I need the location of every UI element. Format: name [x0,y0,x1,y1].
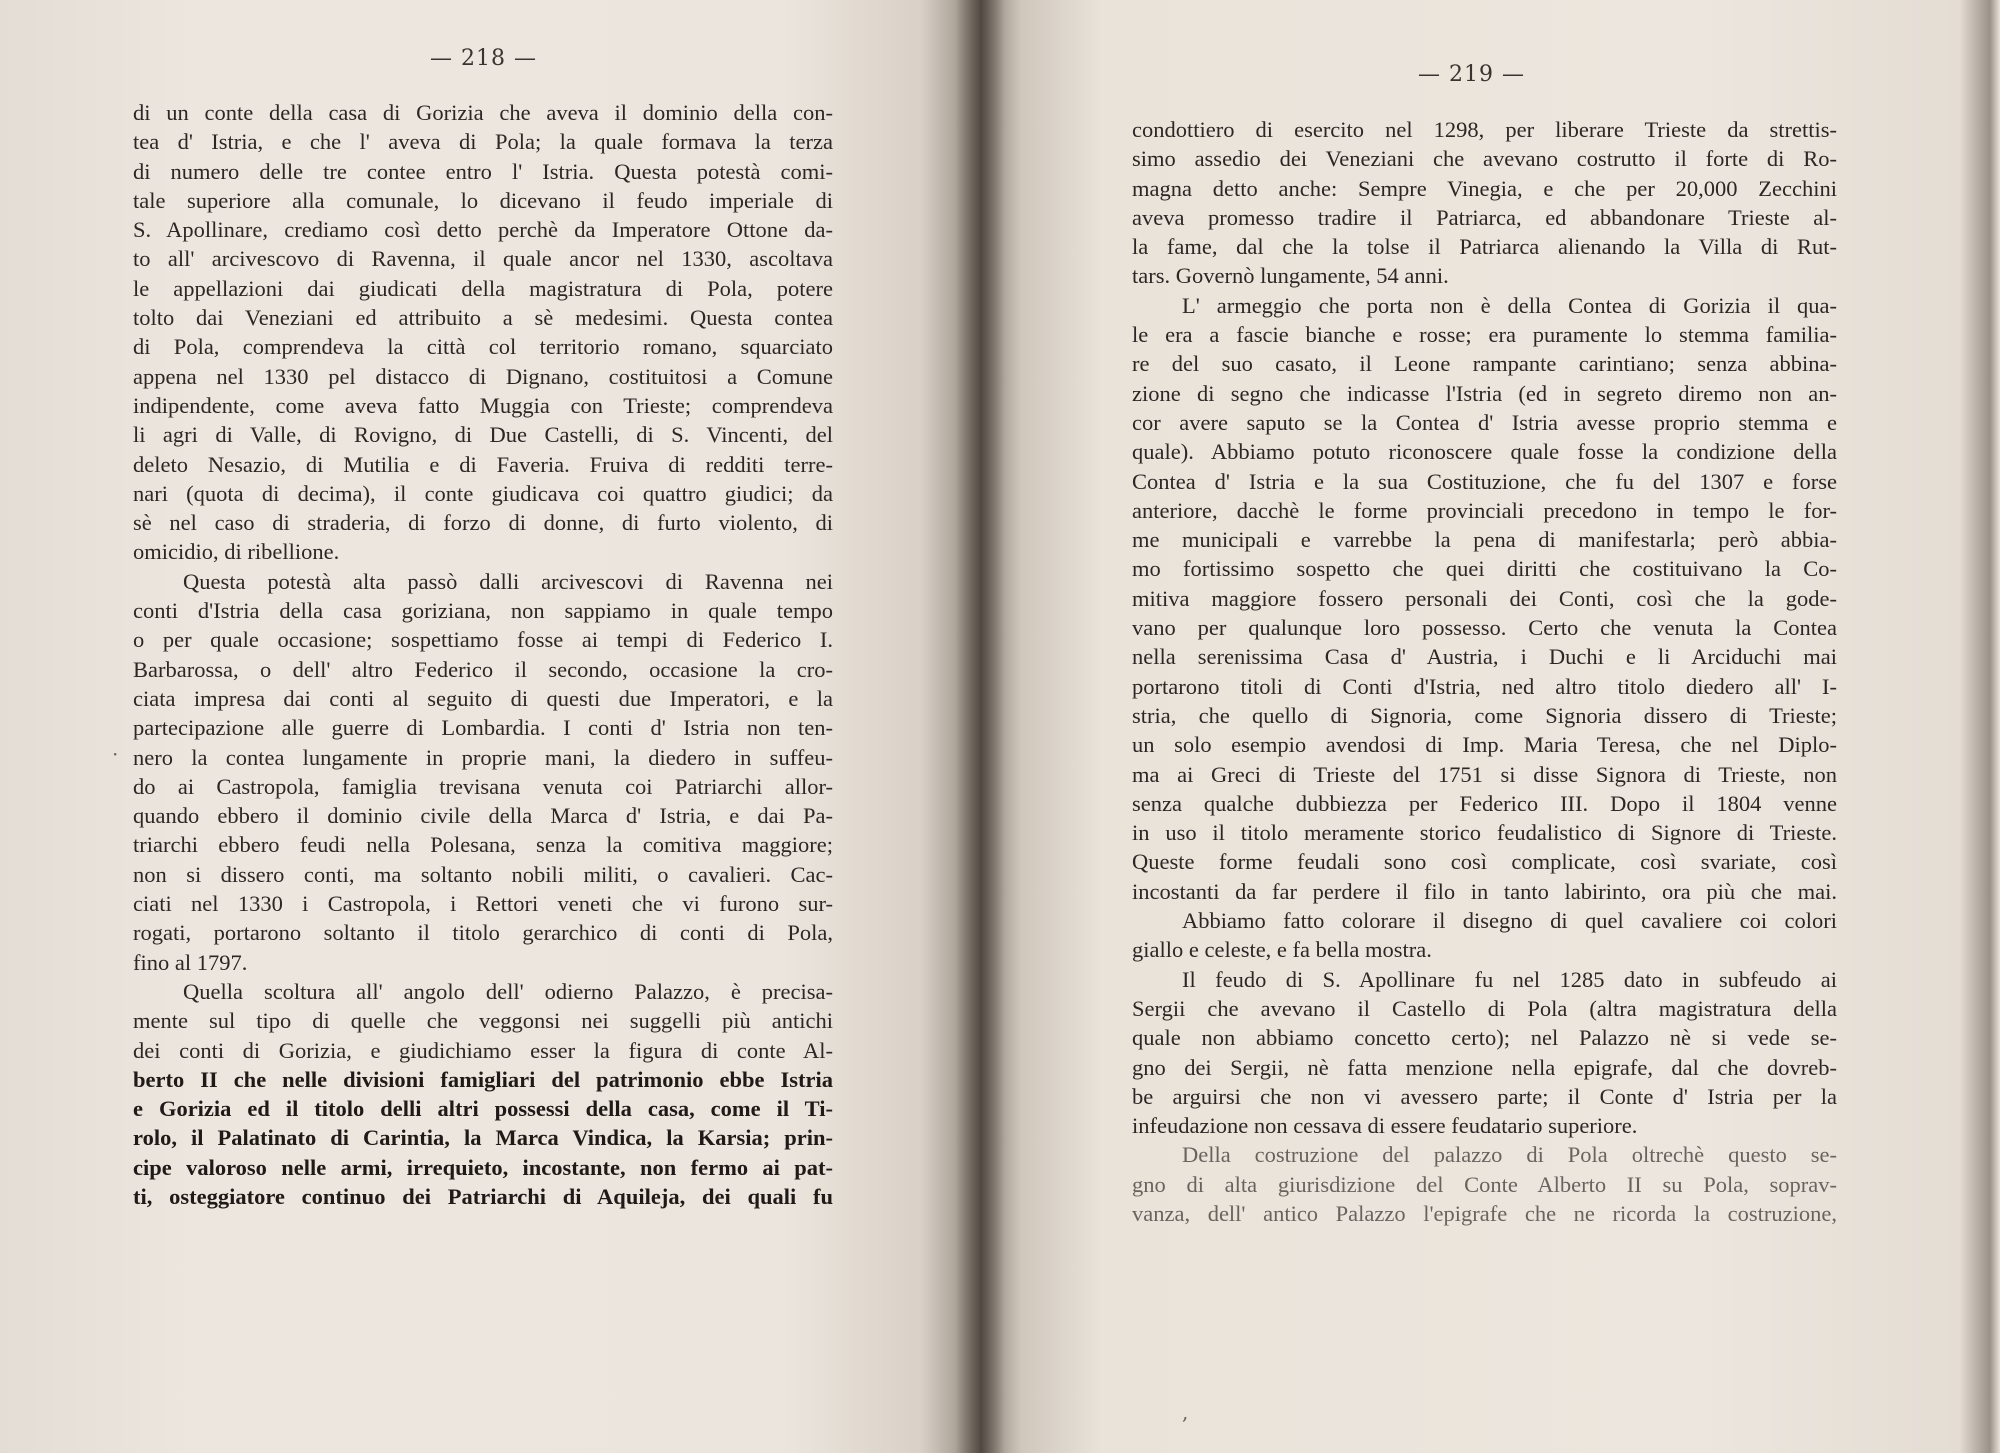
text-line: tale superiore alla comunale, lo dicevano il feudo imperiale di [133,187,833,213]
text-line: ma ai Greci di Trieste del 1751 si disse Signora di Trieste, non [1132,761,1837,787]
text-line: partecipazione alle guerre di Lombardia. I conti d' Istria non ten- [133,715,833,741]
text-line: be arguirsi che non vi avessero parte; il Conte d' Istria per la [1132,1083,1837,1109]
text-line: di Pola, comprendeva la città col territorio romano, squarciato [133,334,833,360]
text-line: berto II che nelle divisioni famigliari del patrimonio ebbe Istria [133,1066,833,1092]
text-line: Barbarossa, o dell' altro Federico il secondo, occasione la cro- [133,656,833,682]
text-line: zione di segno che indicasse l'Istria (ed in segreto diremo non an- [1132,380,1837,406]
text-line: portarono titoli di Conti d'Istria, ned altro titolo diedero all' I- [1132,673,1837,699]
text-line: nari (quota di decima), il conte giudicava coi quattro giudici; da [133,480,833,506]
text-line: le appellazioni dai giudicati della magistratura di Pola, potere [133,275,833,301]
text-line: dei conti di Gorizia, e giudichiamo esser la figura di conte Al- [133,1037,833,1063]
text-line: mente sul tipo di quelle che veggonsi nei suggelli più antichi [133,1008,833,1034]
text-line: in uso il titolo meramente storico feudalistico di Signore di Trieste. [1132,820,1837,846]
text-line: nero la contea lungamente in proprie mani, la diedero in suffeu- [133,744,833,770]
text-line: tea d' Istria, e che l' aveva di Pola; la quale formava la terza [133,129,833,155]
left-page-text [133,98,833,1211]
text-line: L' armeggio che porta non è della Contea di Gorizia il qua- [1182,292,1837,318]
text-line: Sergii che avevano il Castello di Pola (altra magistratura della [1132,995,1837,1021]
text-line: Quella scoltura all' angolo dell' odierno Palazzo, è precisa- [183,978,833,1004]
right-page-text [1132,115,1837,1228]
text-line: to all' arcivescovo di Ravenna, il quale ancor nel 1330, ascoltava [133,246,833,272]
text-line: sè nel caso di straderia, di forzo di donne, di furto violento, di [133,510,833,536]
text-line: rogati, portarono soltanto il titolo gerarchico di conti di Pola, [133,920,833,946]
text-line: stria, che quello di Signoria, come Signoria dissero di Trieste; [1132,702,1837,728]
text-line: fino al 1797. [133,949,248,975]
text-line: re del suo casato, il Leone rampante carintiano; senza abbina- [1132,351,1837,377]
text-line: indipendente, come aveva fatto Muggia con Trieste; comprendeva [133,392,833,418]
text-line: anteriore, dacchè le forme provinciali precedono in tempo le for- [1132,497,1837,523]
text-line: cipe valoroso nelle armi, irrequieto, incostante, non fermo ai pat- [133,1154,833,1180]
text-line: rolo, il Palatinato di Carintia, la Marca Vindica, la Karsia; prin- [133,1125,833,1151]
text-line: S. Apollinare, crediamo così detto perchè da Imperatore Ottone da- [133,217,833,243]
text-line: Questa potestà alta passò dalli arcivescovi di Ravenna nei [183,568,833,594]
text-line: me municipali e varrebbe la pena di manifestarla; però abbia- [1132,527,1837,553]
text-line: Abbiamo fatto colorare il disegno di quel cavaliere coi colori [1182,908,1837,934]
text-line: mo fortissimo sospetto che quei diritti che costituivano la Co- [1132,556,1837,582]
text-line: quando ebbero il dominio civile della Marca d' Istria, e dai Pa- [133,803,833,829]
text-line: vano per qualunque loro possesso. Certo che venuta la Contea [1132,615,1837,641]
text-line: simo assedio dei Veneziani che avevano costrutto il forte di Ro- [1132,146,1837,172]
text-line: do ai Castropola, famiglia trevisana venuta coi Patriarchi allor- [133,773,833,799]
right-page-number: — 219 — [1418,62,1525,87]
text-line: omicidio, di ribellione. [133,539,340,565]
text-line: Il feudo di S. Apollinare fu nel 1285 dato in subfeudo ai [1182,966,1837,992]
text-line: le era a fascie bianche e rosse; era puramente lo stemma familia- [1132,322,1837,348]
text-line: Contea d' Istria e la sua Costituzione, che fu del 1307 e forse [1132,468,1837,494]
margin-mark: · [112,742,119,766]
text-line: conti d'Istria della casa goriziana, non sappiamo in quale tempo [133,598,833,624]
text-line: nella serenissima Casa d' Austria, i Duchi e li Arciduchi mai [1132,644,1837,670]
text-line: tars. Governò lungamente, 54 anni. [1132,263,1449,289]
text-line: deleto Nesazio, di Mutilia e di Faveria. Fruiva di redditi terre- [133,451,833,477]
text-line: li agri di Valle, di Rovigno, di Due Castelli, di S. Vincenti, del [133,422,833,448]
text-line: magna detto anche: Sempre Vinegia, e che per 20,000 Zecchini [1132,175,1837,201]
text-line: non si dissero conti, ma soltanto nobili militi, o cavalieri. Cac- [133,861,833,887]
text-line: appena nel 1330 pel distacco di Dignano, costituitosi a Comune [133,363,833,389]
text-line: quale). Abbiamo potuto riconoscere quale fosse la condizione della [1132,439,1837,465]
text-line: Queste forme feudali sono così complicate, così svariate, così [1132,849,1837,875]
text-line: quale non abbiamo concetto certo); nel Palazzo nè si vede se- [1132,1025,1837,1051]
text-line: condottiero di esercito nel 1298, per liberare Trieste da strettis- [1132,117,1837,142]
text-line: di numero delle tre contee entro l' Istria. Questa potestà comi- [133,158,833,184]
left-page-number: — 218 — [430,46,537,71]
text-line: Della costruzione del palazzo di Pola oltrechè questo se- [1182,1142,1837,1168]
text-line: senza qualche dubbiezza per Federico III. Dopo il 1804 venne [1132,790,1837,816]
text-line: cor avere saputo se la Contea d' Istria avesse proprio stemma e [1132,409,1837,435]
text-line: triarchi ebbero feudi nella Polesana, senza la comitiva maggiore; [133,832,833,858]
text-line: o per quale occasione; sospettiamo fosse ai tempi di Federico I. [133,627,833,653]
text-line: ciati nel 1330 i Castropola, i Rettori veneti che vi furono sur- [133,891,833,917]
text-line: ti, osteggiatore continuo dei Patriarchi di Aquileja, dei quali fu [133,1183,833,1209]
margin-mark: , [1182,1400,1189,1424]
text-line: incostanti da far perdere il filo in tanto labirinto, ora più che mai. [1132,878,1837,904]
text-line: aveva promesso tradire il Patriarca, ed abbandonare Trieste al- [1132,204,1837,230]
text-line: vanza, dell' antico Palazzo l'epigrafe che ne ricorda la costruzione, [1132,1200,1837,1226]
text-line: ciata impresa dai conti al seguito di questi due Imperatori, e la [133,685,833,711]
text-line: giallo e celeste, e fa bella mostra. [1132,937,1432,963]
text-line: tolto dai Veneziani ed attribuito a sè medesimi. Questa contea [133,305,833,331]
text-line: mitiva maggiore fossero personali dei Conti, così che la gode- [1132,585,1837,611]
text-line: e Gorizia ed il titolo delli altri possessi della casa, come il Ti- [133,1096,833,1122]
book-gutter [955,0,1005,1453]
text-line: gno dei Sergii, nè fatta menzione nella epigrafe, dal che dovreb- [1132,1054,1837,1080]
text-line: gno di alta giurisdizione del Conte Alberto II su Pola, soprav- [1132,1171,1837,1197]
text-line: infeudazione non cessava di essere feudatario superiore. [1132,1113,1638,1139]
text-line: la fame, dal che la tolse il Patriarca alienando la Villa di Rut- [1132,234,1837,260]
text-line: di un conte della casa di Gorizia che aveva il dominio della con- [133,100,833,125]
text-line: un solo esempio avendosi di Imp. Maria Teresa, che nel Diplo- [1132,732,1837,758]
